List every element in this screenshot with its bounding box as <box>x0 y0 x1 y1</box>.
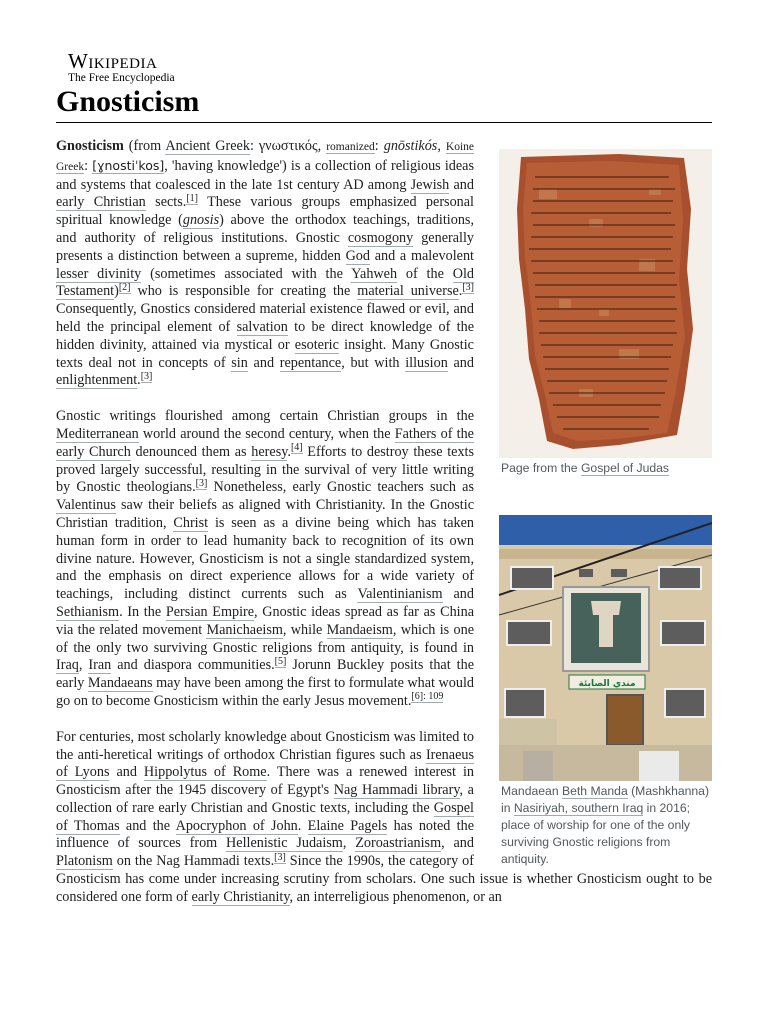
figure-beth-manda <box>499 515 712 868</box>
link-early-christian[interactable]: early Christian <box>56 194 146 211</box>
link-hippolytus[interactable]: Hippolytus of Rome <box>143 764 267 781</box>
link-nasiriyah[interactable]: Nasiriyah, southern Iraq <box>513 801 644 815</box>
logo-wordmark: Wikipedia <box>68 49 158 73</box>
link-mandaeans[interactable]: Mandaeans <box>87 675 153 692</box>
link-zoroastrianism[interactable]: Zoroastrianism <box>355 835 442 852</box>
link-lesser-divinity[interactable]: lesser divinity <box>56 265 142 282</box>
citation-3c[interactable]: [3] <box>195 477 208 489</box>
figure-caption: Page from the Gospel of Judas <box>501 461 670 475</box>
link-early-christianity[interactable]: early Christianity <box>191 888 290 905</box>
figure-caption: Mandaean Beth Manda (Mashkhanna) in Nasiriyah, southern Iraq in 2016; place of worship for one of the only surviving Gnostic religions from antiquity. <box>501 784 710 866</box>
link-christ[interactable]: Christ <box>173 514 209 531</box>
citation-4[interactable]: [4] <box>290 442 303 454</box>
link-romanized[interactable]: romanized <box>326 141 375 153</box>
link-gnosis[interactable]: gnosis <box>182 212 220 229</box>
link-salvation[interactable]: salvation <box>236 318 288 335</box>
title-divider <box>56 122 712 123</box>
link-jewish[interactable]: Jewish <box>410 176 450 193</box>
page-title: Gnosticism <box>56 85 200 118</box>
citation-1[interactable]: [1] <box>186 192 198 204</box>
link-ipa-pronunciation[interactable]: [ɣnostiˈkos] <box>92 157 165 173</box>
wikipedia-logo[interactable] <box>68 50 208 85</box>
papyrus-manuscript-image[interactable] <box>499 149 712 458</box>
link-koine-greek[interactable]: Koine Greek <box>56 141 474 173</box>
link-god[interactable]: God <box>345 247 370 264</box>
citation-3d[interactable]: [3] <box>274 851 286 863</box>
link-esoteric[interactable]: esoteric <box>294 336 339 353</box>
link-iraq[interactable]: Iraq <box>56 657 79 674</box>
link-irenaeus[interactable]: Irenaeus of Lyons <box>56 746 474 781</box>
link-yahweh[interactable]: Yahweh <box>351 265 398 282</box>
paragraph-3: For centuries, most scholarly knowledge about Gnosticism was limited to the anti-heretical writings of orthodox Christian figures such as Irenaeus of Lyons and Hippolytus of Rome. There was a renewed interest in Gnosticism after the 1945 discovery of Egypt's Nag Hammadi library, a collection of rare early Christian and Gnostic texts, including the Gospel of Thomas and the Apocryphon of John. Elaine Pagels has noted the influence of sources from Hellenistic Judaism, Zoroastrianism, and Platonism on the Nag Hammadi texts.[3] Since the 1990s, the category of Gnosticism has come under increasing scrutiny from scholars. One such issue is whether Gnosticism ought to be considered one form of early Christianity, an interreligious phenomenon, or an <box>56 728 712 905</box>
figure-gospel-of-judas <box>499 149 712 477</box>
link-old-testament[interactable]: Old Testament <box>56 265 474 300</box>
link-sethianism[interactable]: Sethianism <box>56 603 120 620</box>
link-platonism[interactable]: Platonism <box>56 853 113 870</box>
citation-3b[interactable]: [3] <box>140 370 153 382</box>
link-hellenistic-judaism[interactable]: Hellenistic Judaism <box>226 835 343 852</box>
link-illusion[interactable]: illusion <box>405 354 448 371</box>
paragraph-1: Gnosticism (from Ancient Greek: γνωστικός, romanized: gnōstikós, Koine Greek: [ɣnostiˈkos], 'having knowledge') is a collection of religious ideas and systems that coalesced in the late 1st century AD among Jewish and early Christian sects.[1] These various groups emphasized personal spiritual knowledge (gnosis) above the orthodox teachings, traditions, and authority of religious institutions. Gnostic cosmogony generally presents a distinction between a supreme, hidden God and a malevolent lesser divinity (sometimes associated with the Yahweh of the Old Testament)[2] who is responsible for creating the material universe.[3] Consequently, Gnostics considered material existence flawed or evil, and held the principal element of salvation to be direct knowledge of the hidden divinity, attained via mystical or esoteric insight. Many Gnostic texts deal not in concepts of sin and repentance, but with illusion and enlightenment.[3] <box>56 138 474 389</box>
link-cosmogony[interactable]: cosmogony <box>347 229 414 246</box>
paragraph-2: Gnostic writings flourished among certain Christian groups in the Mediterranean world around the second century, when the Fathers of the early Church denounced them as heresy.[4] Efforts to destroy these texts proved largely successful, resulting in the survival of very little writing by Gnostic theologians.[3] Nonetheless, early Gnostic teachers such as Valentinus saw their beliefs as aligned with Christianity. In the Gnostic Christian tradition, Christ is seen as a divine being which has taken human form in order to lead humanity back to recognition of its own divine nature. However, Gnosticism is not a single standardized system, and the emphasis on direct experience allows for a wide variety of teachings, including distinct currents such as Valentinianism and Sethianism. In the Persian Empire, Gnostic ideas spread as far as China via the related movement Manichaeism, while Mandaeism, which is one of the only two surviving Gnostic religions from antiquity, is found in Iraq, Iran and diaspora communities.[5] Jorunn Buckley posits that the early Mandaeans may have been among the first to formulate what would go on to become Gnosticism within the early Jesus movement.$^{[6]: 109}$ <box>56 408 475 709</box>
link-valentinus[interactable]: Valentinus <box>56 497 116 514</box>
link-valentinianism[interactable]: Valentinianism <box>357 586 443 603</box>
arabic-sign-text: مندي الصابئة <box>578 679 636 689</box>
link-heresy[interactable]: heresy <box>251 443 288 460</box>
link-gospel-of-thomas[interactable]: Gospel of Thomas <box>56 799 474 834</box>
link-repentance[interactable]: repentance <box>279 354 342 371</box>
mandaean-building-image[interactable] <box>499 515 712 781</box>
citation-2[interactable]: [2] <box>118 281 131 293</box>
link-mandaeism[interactable]: Mandaeism <box>326 621 393 638</box>
link-apocryphon-of-john[interactable]: Apocryphon of John <box>175 817 298 834</box>
link-manichaeism[interactable]: Manichaeism <box>206 621 283 638</box>
link-iran[interactable]: Iran <box>88 657 112 674</box>
citation-5[interactable]: [5] <box>274 655 287 667</box>
link-sin[interactable]: sin <box>231 354 248 371</box>
link-material-universe[interactable]: material universe <box>357 283 459 300</box>
link-enlightenment[interactable]: enlightenment <box>56 372 138 389</box>
link-nag-hammadi-library[interactable]: Nag Hammadi library <box>333 782 460 799</box>
link-fathers-of-church[interactable]: Fathers of the early Church <box>56 425 474 460</box>
link-elaine-pagels[interactable]: Elaine Pagels <box>307 817 388 834</box>
citation-6[interactable]: [6]: 109 <box>411 691 444 703</box>
link-ancient-greek[interactable]: Ancient Greek <box>165 138 250 154</box>
logo-tagline: The Free Encyclopedia <box>68 72 175 84</box>
article-body <box>56 138 712 925</box>
link-mediterranean[interactable]: Mediterranean <box>56 425 139 442</box>
link-persian-empire[interactable]: Persian Empire <box>165 603 255 620</box>
link-gospel-of-judas[interactable]: Gospel of Judas <box>580 461 670 475</box>
link-beth-manda[interactable]: Beth Manda <box>562 784 628 798</box>
citation-3[interactable]: [3] <box>462 281 474 293</box>
